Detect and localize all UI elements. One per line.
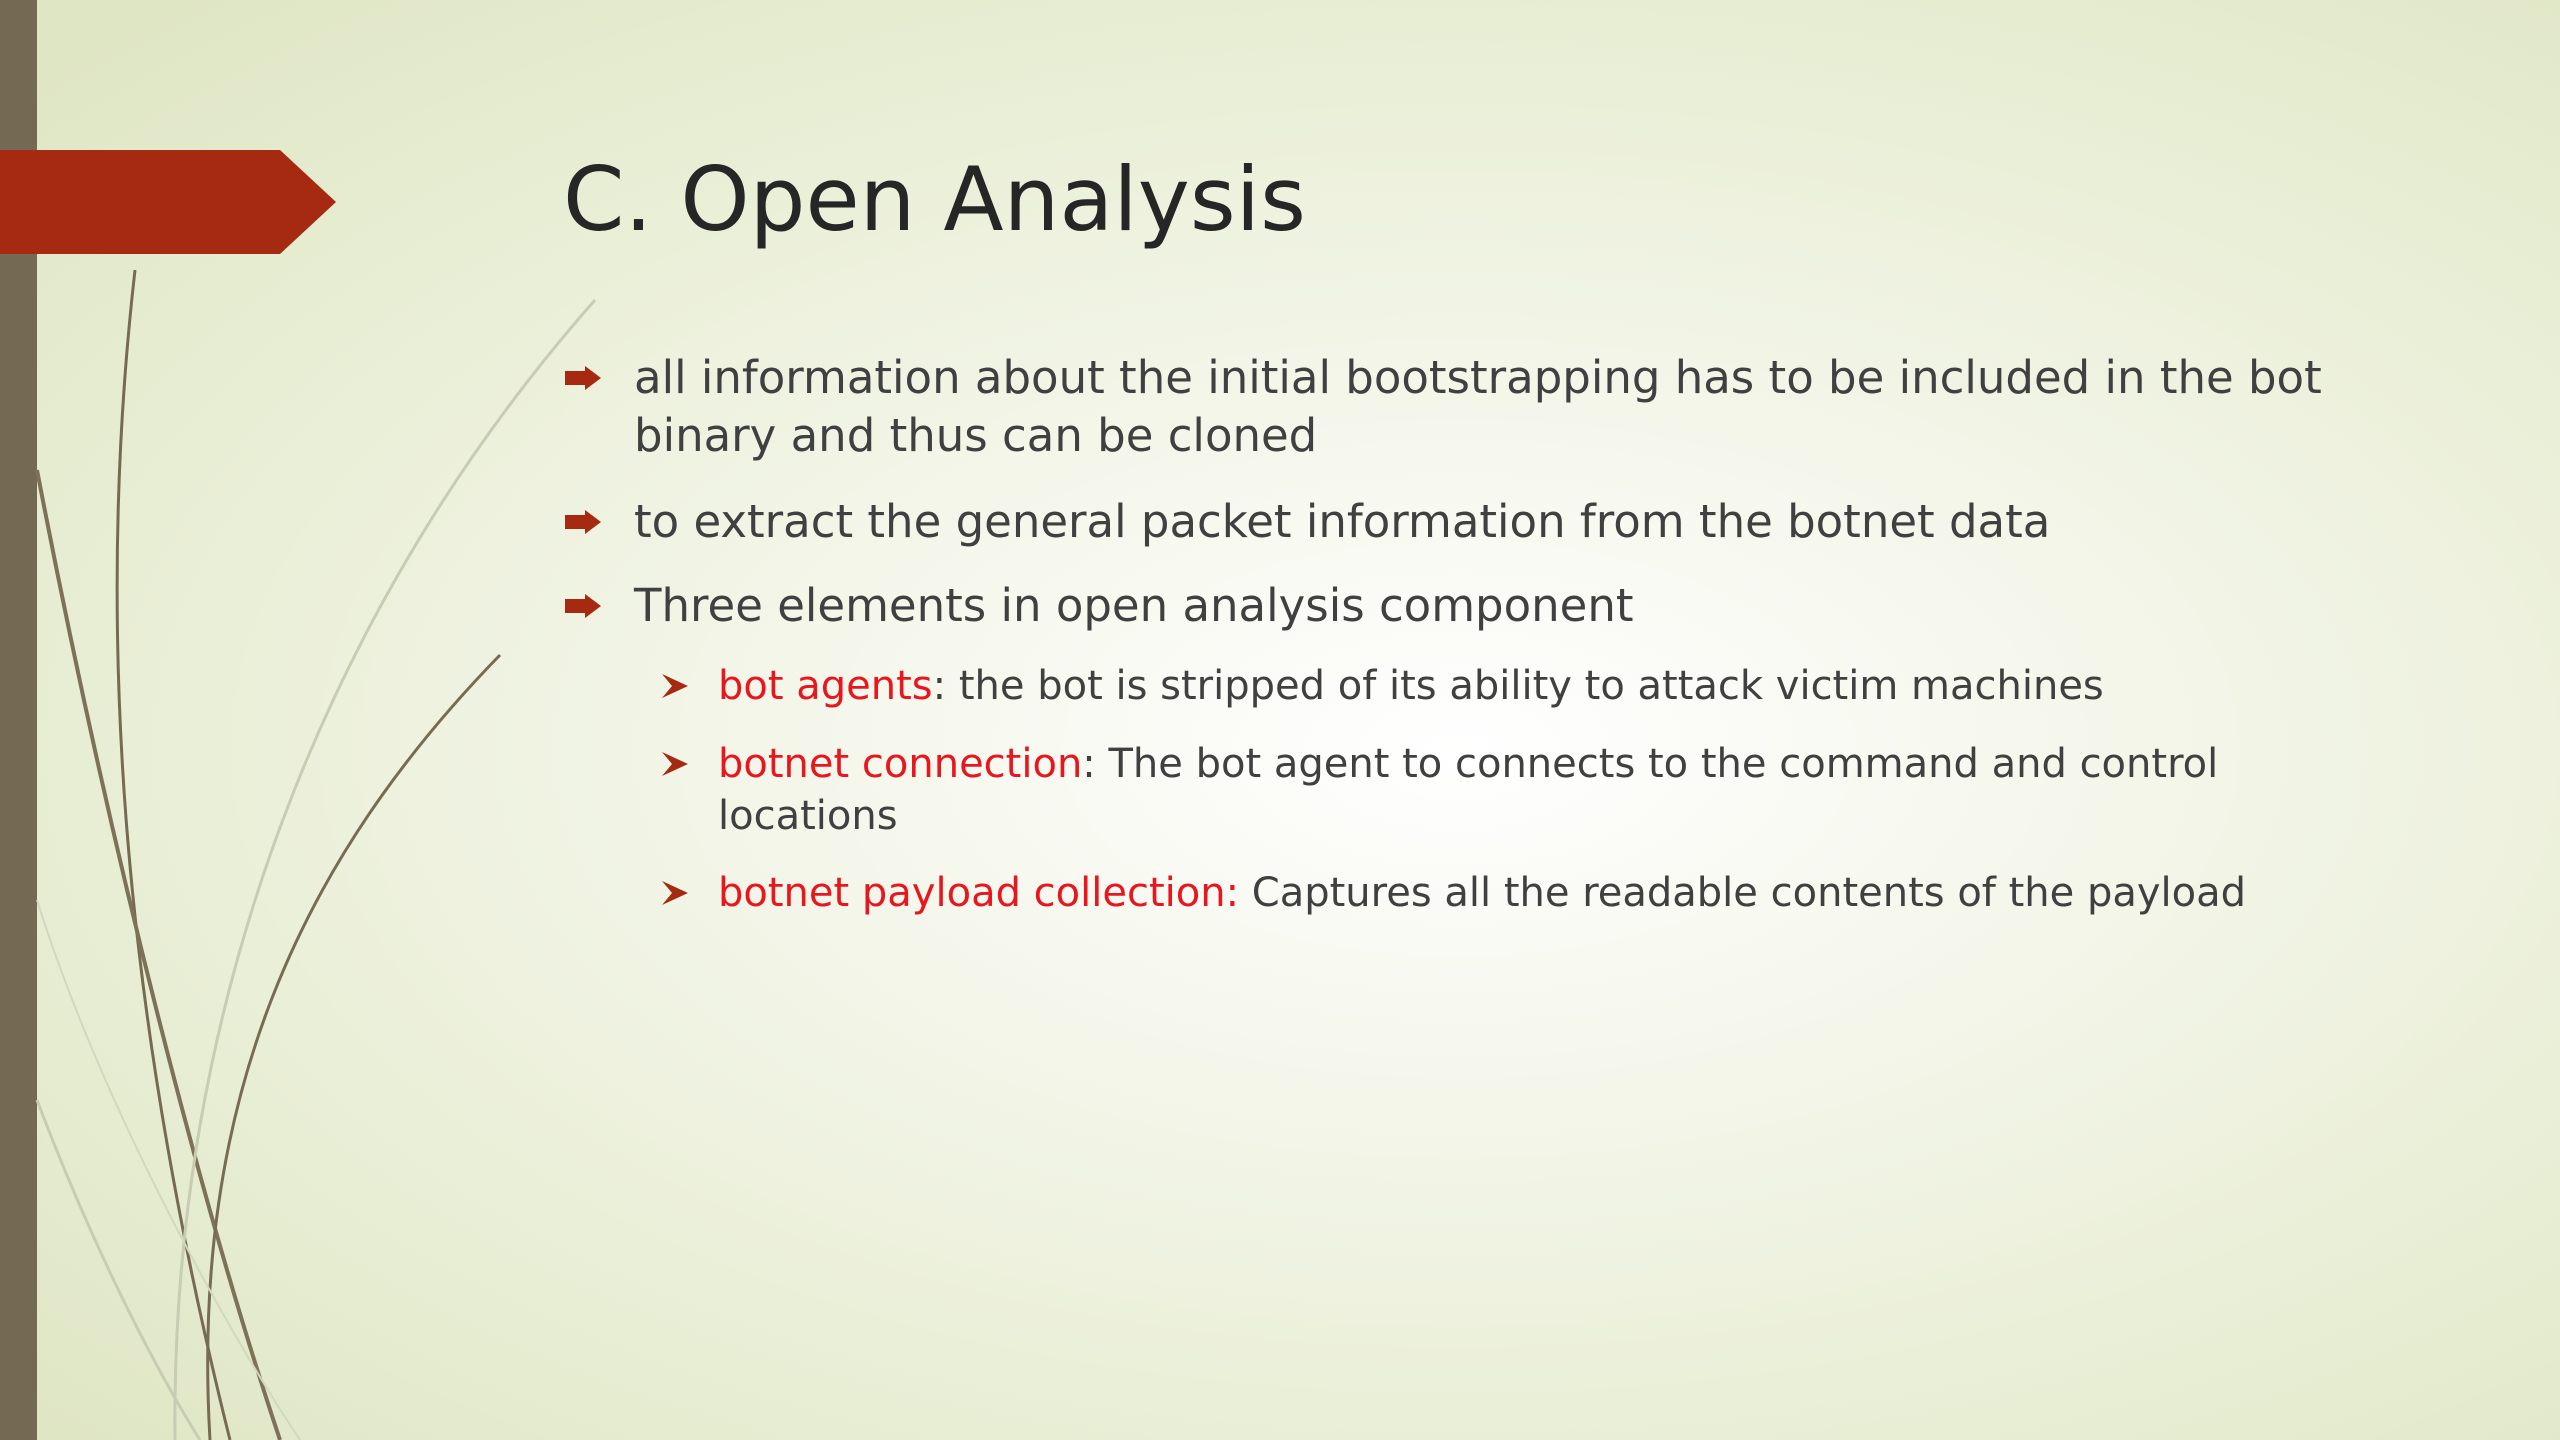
arrow-right-icon: [565, 510, 601, 534]
chevron-arrowhead-icon: [660, 878, 690, 908]
sub-bullet-1: [718, 660, 2104, 712]
sub-bullet-3-text: Captures all the readable contents of the payload: [1239, 870, 2247, 916]
chevron-arrowhead-icon: [660, 749, 690, 779]
sub-bullet-3-term: botnet payload collection:: [718, 870, 1240, 916]
sub-bullet-2: [718, 738, 2218, 790]
sub-bullet-2-line-2: locations: [718, 793, 898, 839]
bullet-1-line-1: all information about the initial bootstrapping has to be included in the bot: [634, 351, 2322, 404]
bullet-1-line-2: binary and thus can be cloned: [634, 409, 1318, 462]
sub-bullet-1-term: bot agents: [718, 663, 933, 709]
bullet-3: Three elements in open analysis component: [634, 579, 1634, 632]
arrow-right-icon: [565, 594, 601, 618]
sub-bullet-2-text: : The bot agent to connects to the command and control: [1082, 741, 2219, 787]
sub-bullet-1-text: : the bot is stripped of its ability to attack victim machines: [932, 663, 2104, 709]
bullet-2: to extract the general packet information from the botnet data: [634, 495, 2051, 548]
chevron-arrowhead-icon: [660, 671, 690, 701]
sub-bullet-2-term: botnet connection: [718, 741, 1083, 787]
arrow-right-icon: [565, 366, 601, 390]
sub-bullet-3: [718, 867, 2246, 919]
slide-title: C. Open Analysis: [563, 148, 1306, 251]
title-arrow-shape: [0, 150, 336, 254]
